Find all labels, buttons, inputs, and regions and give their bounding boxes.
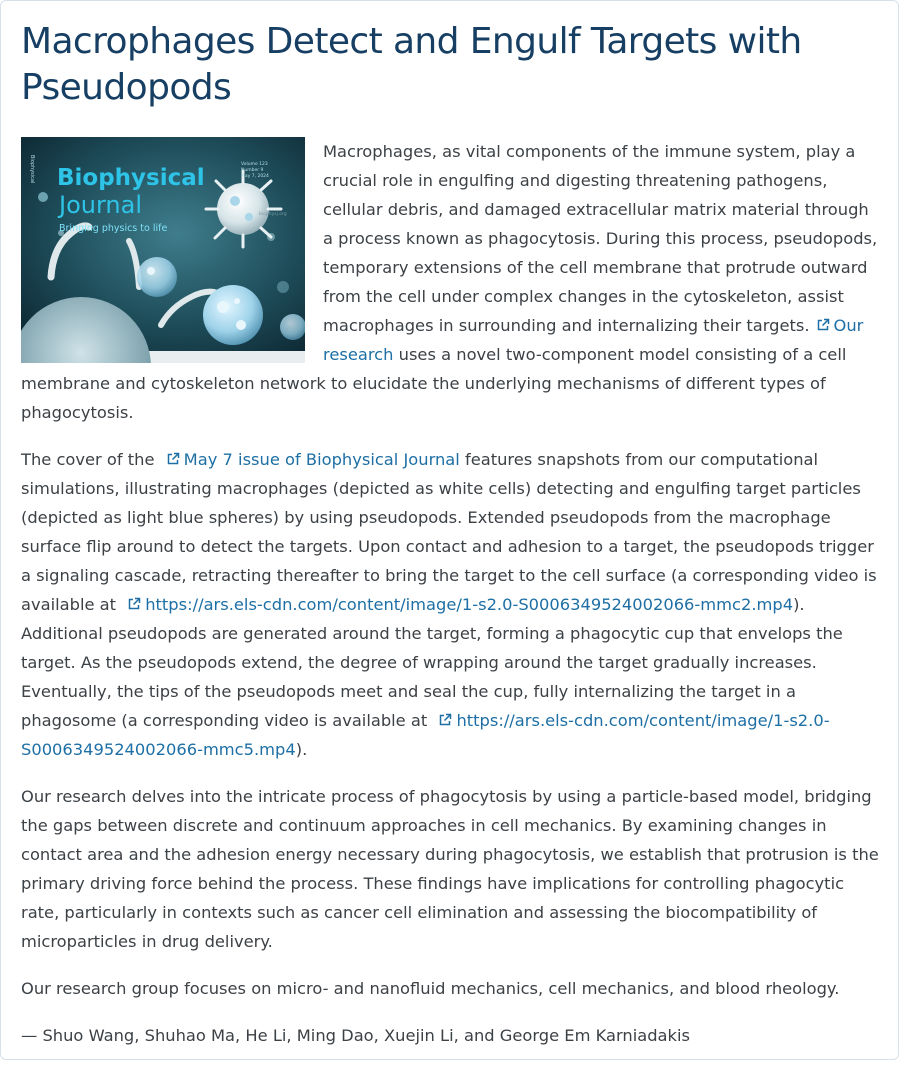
cover-spine-text: Biophysical: [29, 155, 35, 184]
article-body: [21, 137, 883, 1068]
our-research-link-label: Our research: [323, 316, 864, 364]
para1-text-before: Macrophages, as vital components of the immune system, play a crucial role in engulfing and digesting threatening pathogens, cellular debris, and damaged extracellular matrix material through a process known as phagocytosis. During this process, pseudopods, temporary extensions of the cell membrane that protrude outward from the cell under complex changes in the cytoskeleton, assist macrophages in surrounding and internalizing their targets.: [323, 142, 878, 335]
target-cell-left: [137, 257, 177, 297]
paragraph-group: Our research group focuses on micro- and nanofluid mechanics, cell mechanics, and blood rheology.: [21, 979, 840, 998]
external-link-icon: [816, 318, 830, 332]
page-title: Macrophages Detect and Engulf Targets with Pseudopods: [21, 21, 802, 108]
cover-number: Number 9: [241, 168, 264, 173]
target-cell-center: [203, 285, 263, 345]
journal-issue-link-label: May 7 issue of Biophysical Journal: [183, 450, 460, 469]
cover-tagline: Bringing physics to life: [59, 223, 168, 234]
cover-site: biophysj.org: [259, 212, 287, 217]
paragraph-research: Our research delves into the intricate process of phagocytosis by using a particle-based model, bridging the gaps between discrete and continuum approaches in cell mechanics. By examining changes in contact area and the adhesion energy necessary during phagocytosis, we establish that protrusion is the primary driving force behind the process. These findings have implications for controlling phagocytic rate, particularly in contexts such as cancer cell elimination and assessing the biocompatibility of microparticles in drug delivery.: [21, 787, 879, 951]
cover-volume: Volume 123: [241, 162, 268, 167]
external-link-icon: [438, 713, 452, 727]
journal-cover-image[interactable]: [21, 137, 305, 363]
para2-text-mid1: features snapshots from our computational simulations, illustrating macrophages (depicted as white cells) detecting and engulfing target particles (depicted as light blue spheres) by using pseudopods. Extended pseudopods from the macrophage surface flip around to detect the targets. Upon contact and adhesion to a target, the pseudopods trigger a signaling cascade, retracting thereafter to bring the target to the cell surface (a corresponding video is available at: [21, 450, 877, 614]
video-mmc2-link[interactable]: [121, 595, 793, 614]
external-link-icon: [127, 597, 141, 611]
author-byline: — Shuo Wang, Shuhao Ma, He Li, Ming Dao, Xuejin Li, and George Em Karniadakis: [21, 1026, 690, 1045]
target-cell-small: [280, 314, 305, 340]
macrophage-top-right: [206, 171, 281, 247]
video-mmc2-link-label: https://ars.els-cdn.com/content/image/1-s2.0-S0006349524002066-mmc2.mp4: [145, 595, 794, 614]
cover-date: May 7, 2024: [241, 174, 269, 179]
cover-illustration: [21, 137, 305, 363]
para2-text-mid2: ). Additional pseudopods are generated around the target, forming a phagocytic cup that envelops the target. As the pseudopods extend, the degree of wrapping around the target gradually increases. Eventually, the tips of the pseudopods meet and seal the cup, fully internalizing the target in a phagosome (a corresponding video is available at: [21, 595, 843, 730]
external-link-icon: [166, 452, 180, 466]
para1-text-after: uses a novel two-component model consisting of a cell membrane and cytoskeleton network to elucidate the underlying mechanisms of different types of phagocytosis.: [21, 345, 847, 422]
paragraph-cover: [21, 445, 883, 764]
para2-text-end: ).: [295, 740, 308, 759]
para2-text-before: The cover of the: [21, 450, 155, 469]
journal-issue-link[interactable]: [160, 450, 460, 469]
video-mmc5-link-label: https://ars.els-cdn.com/content/image/1-s2.0-S0006349524002066-mmc5.mp4: [21, 711, 830, 759]
cover-journal-title-1: Biophysical: [57, 165, 205, 191]
cover-journal-title-2: Journal: [59, 191, 143, 219]
